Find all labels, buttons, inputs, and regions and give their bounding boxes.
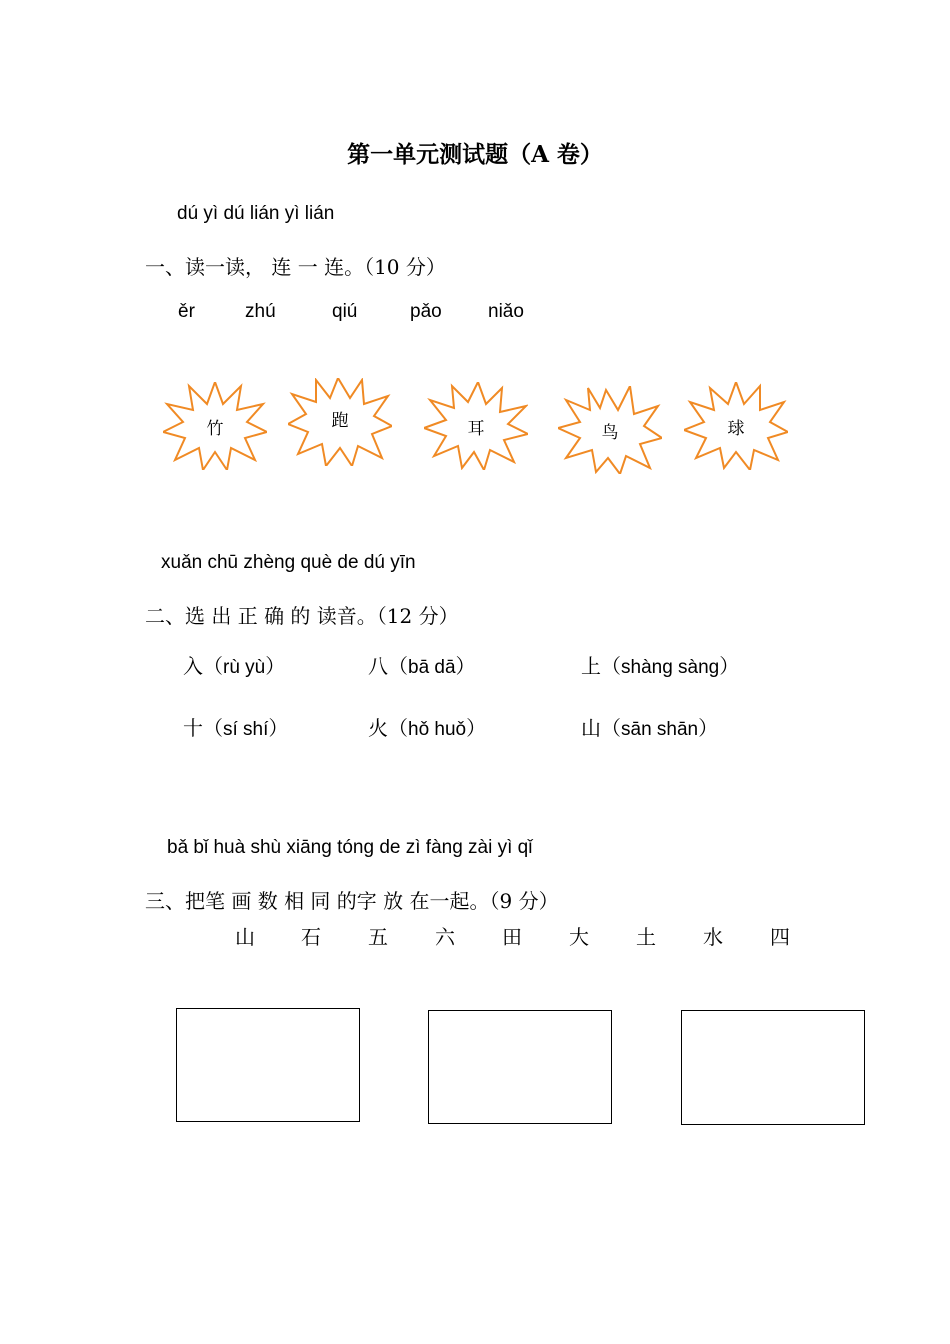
- sort-char[interactable]: 水: [703, 925, 723, 949]
- paren-close: ）: [466, 716, 487, 740]
- section1-heading: 一、读一读， 连 一 连。（10 分）: [145, 255, 446, 279]
- starburst-qiu[interactable]: [684, 382, 788, 470]
- choice-huo[interactable]: [368, 712, 486, 741]
- sort-char[interactable]: 山: [235, 925, 255, 949]
- starburst-char: 球: [727, 418, 745, 439]
- starburst-char: 跑: [331, 410, 349, 431]
- pinyin-word: qiú: [332, 301, 358, 322]
- sort-char[interactable]: 四: [770, 925, 790, 949]
- starburst-niao[interactable]: [558, 386, 662, 474]
- paren-open: （: [203, 716, 223, 740]
- choice-options: bā dā: [408, 657, 456, 678]
- paren-close: ）: [455, 654, 476, 678]
- answer-box-1[interactable]: [176, 1008, 360, 1122]
- choice-char: 十: [183, 716, 203, 740]
- choice-options: rù yù: [223, 657, 266, 678]
- starburst-char: 耳: [467, 418, 485, 439]
- choice-options: shàng sàng: [621, 657, 720, 678]
- paren-open: （: [601, 716, 621, 740]
- sort-char[interactable]: 石: [301, 925, 321, 949]
- section2-heading: 二、选 出 正 确 的 读音。（12 分）: [145, 604, 459, 628]
- pinyin-word: ěr: [178, 301, 195, 322]
- section3-heading: 三、把笔 画 数 相 同 的字 放 在一起。（9 分）: [145, 889, 559, 913]
- section1-pinyin: dú yì dú lián yì lián: [177, 203, 335, 224]
- page-title: 第一单元测试题（A 卷）: [347, 141, 603, 168]
- paren-close: ）: [268, 716, 289, 740]
- choice-char: 八: [368, 654, 388, 678]
- sort-char[interactable]: 六: [435, 925, 455, 949]
- starburst-zhu[interactable]: [163, 382, 267, 470]
- sort-char[interactable]: 田: [502, 925, 522, 949]
- pinyin-word: pǎo: [410, 301, 442, 322]
- paren-open: （: [601, 654, 621, 678]
- sort-char[interactable]: 五: [368, 925, 388, 949]
- choice-options: sí shí: [223, 719, 269, 740]
- starburst-char: 鸟: [601, 422, 619, 443]
- starburst-pao[interactable]: [288, 378, 392, 466]
- paren-close: ）: [719, 654, 740, 678]
- choice-options: hǒ huǒ: [408, 719, 467, 740]
- choice-shan[interactable]: [581, 712, 718, 741]
- section3-pinyin: bǎ bǐ huà shù xiāng tóng de zì fàng zài yì qǐ: [167, 837, 533, 858]
- sort-char[interactable]: 土: [636, 925, 656, 949]
- starburst-er[interactable]: [424, 382, 528, 470]
- paren-open: （: [388, 716, 408, 740]
- answer-box-3[interactable]: [681, 1010, 865, 1125]
- choice-char: 山: [581, 716, 601, 740]
- starburst-char: 竹: [206, 418, 224, 439]
- paren-open: （: [203, 654, 223, 678]
- pinyin-word: niǎo: [488, 301, 524, 322]
- answer-box-2[interactable]: [428, 1010, 612, 1124]
- choice-shang[interactable]: [581, 650, 739, 679]
- choice-shi[interactable]: [183, 712, 288, 741]
- choice-char: 入: [183, 654, 203, 678]
- pinyin-word: zhú: [245, 301, 276, 322]
- choice-char: 上: [581, 654, 601, 678]
- sort-char[interactable]: 大: [569, 925, 589, 949]
- paren-close: ）: [698, 716, 719, 740]
- choice-char: 火: [368, 716, 388, 740]
- paren-open: （: [388, 654, 408, 678]
- choice-ba[interactable]: [368, 650, 476, 679]
- choice-ru[interactable]: [183, 650, 285, 679]
- paren-close: ）: [265, 654, 286, 678]
- choice-options: sān shān: [621, 719, 699, 740]
- section2-pinyin: xuǎn chū zhèng què de dú yīn: [161, 552, 416, 573]
